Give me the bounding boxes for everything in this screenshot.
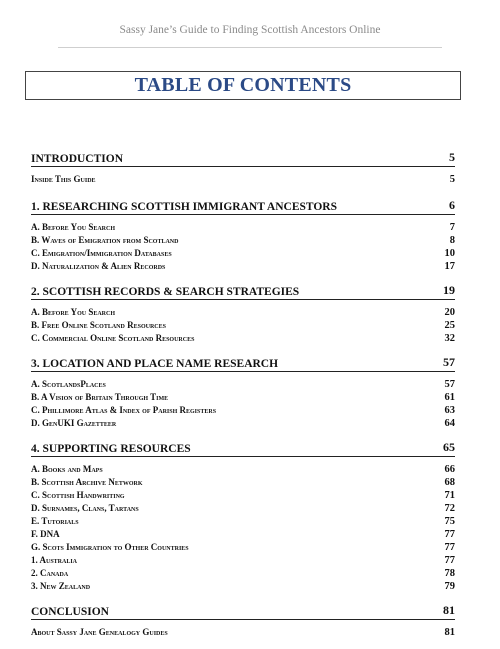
section-title: 3. LOCATION AND PLACE NAME RESEARCH [31, 358, 279, 370]
entry-page-number: 78 [444, 568, 455, 579]
entry-label: 1. Australia [31, 555, 78, 565]
toc-section-heading[interactable] [31, 283, 455, 300]
entry-label: B. Scottish Archive Network [31, 477, 143, 487]
toc-entry[interactable] [31, 417, 455, 430]
toc-title: TABLE OF CONTENTS [134, 74, 352, 96]
toc-entry[interactable] [31, 319, 455, 332]
toc-entry[interactable] [31, 567, 455, 580]
toc-entry[interactable] [31, 378, 455, 391]
entry-page-number: 17 [444, 261, 455, 272]
toc-entry[interactable] [31, 234, 455, 247]
entry-label: A. Before You Search [31, 222, 116, 232]
header-divider [58, 47, 442, 48]
section-page-number: 57 [443, 355, 455, 369]
entry-page-number: 66 [444, 464, 455, 475]
toc-section-2 [31, 283, 455, 345]
entry-page-number: 77 [444, 555, 455, 566]
section-title: 2. SCOTTISH RECORDS & SEARCH STRATEGIES [31, 286, 300, 298]
entry-page-number: 81 [444, 627, 455, 638]
entry-page-number: 7 [449, 222, 455, 233]
section-title: CONCLUSION [31, 606, 109, 618]
toc-section-3 [31, 355, 455, 430]
toc-entry[interactable] [31, 260, 455, 273]
toc-entry[interactable] [31, 515, 455, 528]
entry-page-number: 5 [449, 174, 455, 185]
toc-entry[interactable] [31, 541, 455, 554]
toc-entry[interactable] [31, 404, 455, 417]
entry-page-number: 10 [444, 248, 455, 259]
entry-label: F. DNA [31, 529, 60, 539]
entry-page-number: 61 [444, 392, 455, 403]
entry-page-number: 32 [444, 333, 455, 344]
section-page-number: 6 [449, 198, 455, 212]
entry-page-number: 75 [444, 516, 455, 527]
entry-label: Inside This Guide [31, 174, 96, 184]
entry-page-number: 71 [444, 490, 455, 501]
entry-label: G. Scots Immigration to Other Countries [31, 542, 189, 552]
entry-page-number: 57 [444, 379, 455, 390]
toc-section-conclusion [31, 603, 455, 639]
entry-label: A. Books and Maps [31, 464, 103, 474]
entry-label: C. Emigration/Immigration Databases [31, 248, 172, 258]
entry-page-number: 79 [444, 581, 455, 592]
table-of-contents [31, 150, 455, 649]
toc-entry[interactable] [31, 476, 455, 489]
toc-section-heading[interactable] [31, 150, 455, 167]
toc-entry[interactable] [31, 247, 455, 260]
entry-label: D. GenUKI Gazetteer [31, 418, 117, 428]
section-title: 1. RESEARCHING SCOTTISH IMMIGRANT ANCESTORS [31, 201, 337, 213]
entry-label: About Sassy Jane Genealogy Guides [31, 627, 168, 637]
toc-section-4 [31, 440, 455, 593]
entry-page-number: 72 [444, 503, 455, 514]
toc-entry[interactable] [31, 221, 455, 234]
entry-label: C. Phillimore Atlas & Index of Parish Registers [31, 405, 217, 415]
toc-entry[interactable] [31, 554, 455, 567]
section-title: INTRODUCTION [31, 153, 124, 165]
section-page-number: 19 [443, 283, 455, 297]
entry-page-number: 25 [444, 320, 455, 331]
entry-page-number: 20 [444, 307, 455, 318]
running-header: Sassy Jane’s Guide to Finding Scottish Ancestors Online [119, 24, 381, 36]
toc-entry[interactable] [31, 626, 455, 639]
toc-entry[interactable] [31, 332, 455, 345]
entry-label: D. Naturalization & Alien Records [31, 261, 166, 271]
entry-page-number: 77 [444, 529, 455, 540]
toc-entry[interactable] [31, 502, 455, 515]
entry-label: C. Scottish Handwriting [31, 490, 125, 500]
toc-title-box [25, 71, 461, 100]
entry-label: 3. New Zealand [31, 581, 91, 591]
toc-section-heading[interactable] [31, 355, 455, 372]
section-page-number: 5 [449, 150, 455, 164]
toc-section-heading[interactable] [31, 603, 455, 620]
entry-page-number: 68 [444, 477, 455, 488]
toc-entry[interactable] [31, 173, 455, 186]
section-title: 4. SUPPORTING RESOURCES [31, 443, 191, 455]
entry-label: 2. Canada [31, 568, 69, 578]
entry-label: B. Waves of Emigration from Scotland [31, 235, 179, 245]
section-page-number: 65 [443, 440, 455, 454]
entry-label: D. Surnames, Clans, Tartans [31, 503, 139, 513]
toc-section-heading[interactable] [31, 198, 455, 215]
entry-page-number: 8 [449, 235, 455, 246]
entry-label: B. Free Online Scotland Resources [31, 320, 166, 330]
entry-page-number: 77 [444, 542, 455, 553]
toc-entry[interactable] [31, 580, 455, 593]
entry-label: B. A Vision of Britain Through Time [31, 392, 169, 402]
toc-entry[interactable] [31, 306, 455, 319]
entry-label: E. Tutorials [31, 516, 79, 526]
toc-section-introduction [31, 150, 455, 186]
entry-page-number: 63 [444, 405, 455, 416]
entry-label: A. Before You Search [31, 307, 116, 317]
toc-entry[interactable] [31, 463, 455, 476]
toc-entry[interactable] [31, 528, 455, 541]
entry-label: A. ScotlandsPlaces [31, 379, 106, 389]
section-page-number: 81 [443, 603, 455, 617]
toc-section-heading[interactable] [31, 440, 455, 457]
toc-entry[interactable] [31, 489, 455, 502]
toc-section-1 [31, 198, 455, 273]
entry-page-number: 64 [444, 418, 455, 429]
entry-label: C. Commercial Online Scotland Resources [31, 333, 195, 343]
toc-entry[interactable] [31, 391, 455, 404]
